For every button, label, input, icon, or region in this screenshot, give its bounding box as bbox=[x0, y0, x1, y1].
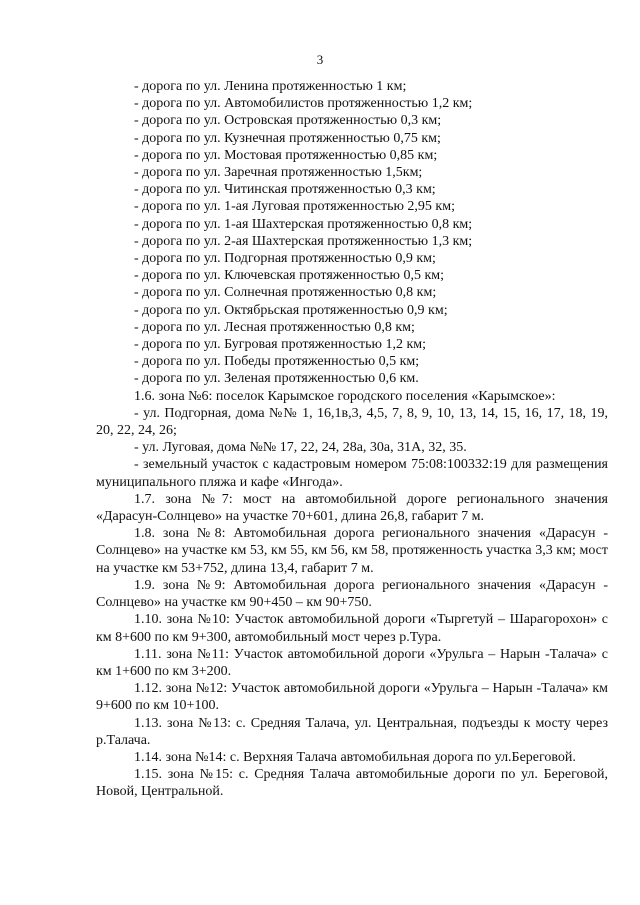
zone-11-paragraph: 1.11. зона №11: Участок автомобильной дороги «Урульга – Нарын -Талача» с км 1+600 по км 3+200. bbox=[96, 646, 608, 679]
list-item: - дорога по ул. Октябрьская протяженностью 0,9 км; bbox=[134, 302, 448, 318]
list-item: - дорога по ул. Заречная протяженностью 1,5км; bbox=[134, 165, 423, 181]
zone-9-paragraph: 1.9. зона №9: Автомобильная дорога регионального значения «Дарасун - Солнцево» на участке км 90+450 – км 90+750. bbox=[96, 577, 608, 611]
list-item: - дорога по ул. Островская протяженностью 0,3 км; bbox=[134, 113, 442, 129]
list-item: - дорога по ул. Читинская протяженностью 0,3 км; bbox=[134, 182, 436, 198]
zone-10-paragraph: 1.10. зона №10: Участок автомобильной дороги «Тыргетуй – Шарагорохон» с км 8+600 по км 9+300, автомобильный мост через р.Тура. bbox=[96, 612, 608, 645]
document-body bbox=[96, 78, 608, 801]
list-item: - дорога по ул. Лесная протяженностью 0,8 км; bbox=[134, 319, 415, 335]
list-item: - дорога по ул. Солнечная протяженностью 0,8 км; bbox=[134, 285, 437, 301]
list-item: - дорога по ул. Автомобилистов протяженностью 1,2 км; bbox=[134, 96, 473, 112]
list-item: - дорога по ул. Ленина протяженностью 1 км; bbox=[134, 79, 407, 94]
page-number: 3 bbox=[316, 52, 324, 67]
zone-6-heading: 1.6. зона №6: поселок Карымское городского поселения «Карымское»: bbox=[134, 388, 556, 404]
zone-13-paragraph: 1.13. зона №13: с. Средняя Талача, ул. Центральная, подъезды к мосту через р.Талача. bbox=[96, 715, 608, 748]
zone-7-paragraph: 1.7. зона №7: мост на автомобильной дороге регионального значения «Дарасун-Солнцево» на участке 70+601, длина 26,8, габарит 7 м. bbox=[96, 491, 608, 525]
zone-14-paragraph: 1.14. зона №14: с. Верхняя Талача автомобильная дорога по ул.Береговой. bbox=[134, 749, 576, 765]
road-list bbox=[96, 78, 608, 388]
list-item: - дорога по ул. Подгорная протяженностью 0,9 км; bbox=[134, 251, 436, 267]
list-item: - дорога по ул. Бугровая протяженностью 1,2 км; bbox=[134, 337, 427, 353]
zone-6-item: - земельный участок с кадастровым номером 75:08:100332:19 для размещения муниципального пляжа и кафе «Ингода». bbox=[96, 457, 608, 490]
list-item: - дорога по ул. Кузнечная протяженностью 0,75 км; bbox=[134, 130, 441, 146]
list-item: - дорога по ул. 1-ая Шахтерская протяженностью 0,8 км; bbox=[134, 216, 473, 232]
zone-6-item: - ул. Луговая, дома №№ 17, 22, 24, 28а, 30а, 31А, 32, 35. bbox=[134, 440, 467, 456]
list-item: - дорога по ул. 1-ая Луговая протяженностью 2,95 км; bbox=[134, 199, 455, 215]
zone-8-paragraph: 1.8. зона №8: Автомобильная дорога регионального значения «Дарасун - Солнцево» на участке км 53, км 55, км 56, км 58, протяженность участка 3,3 км; мост на участке км 53+752, длина 13,4, габарит 7 м. bbox=[96, 526, 608, 576]
list-item: - дорога по ул. Зеленая протяженностью 0,6 км. bbox=[134, 371, 419, 387]
zone-12-paragraph: 1.12. зона №12: Участок автомобильной дороги «Урульга – Нарын -Талача» км 9+600 по км 10+100. bbox=[96, 681, 608, 714]
list-item: - дорога по ул. 2-ая Шахтерская протяженностью 1,3 км; bbox=[134, 233, 473, 249]
zone-15-paragraph: 1.15. зона №15: с. Средняя Талача автомобильные дороги по ул. Береговой, Новой, Центральной. bbox=[96, 767, 608, 800]
list-item: - дорога по ул. Мостовая протяженностью 0,85 км; bbox=[134, 147, 438, 163]
list-item: - дорога по ул. Победы протяженностью 0,5 км; bbox=[134, 354, 420, 370]
zone-6-item: - ул. Подгорная, дома №№ 1, 16,1в,3, 4,5, 7, 8, 9, 10, 13, 14, 15, 16, 17, 18, 19, 20, 22, 24, 26; bbox=[96, 405, 608, 439]
list-item: - дорога по ул. Ключевская протяженностью 0,5 км; bbox=[134, 268, 445, 284]
